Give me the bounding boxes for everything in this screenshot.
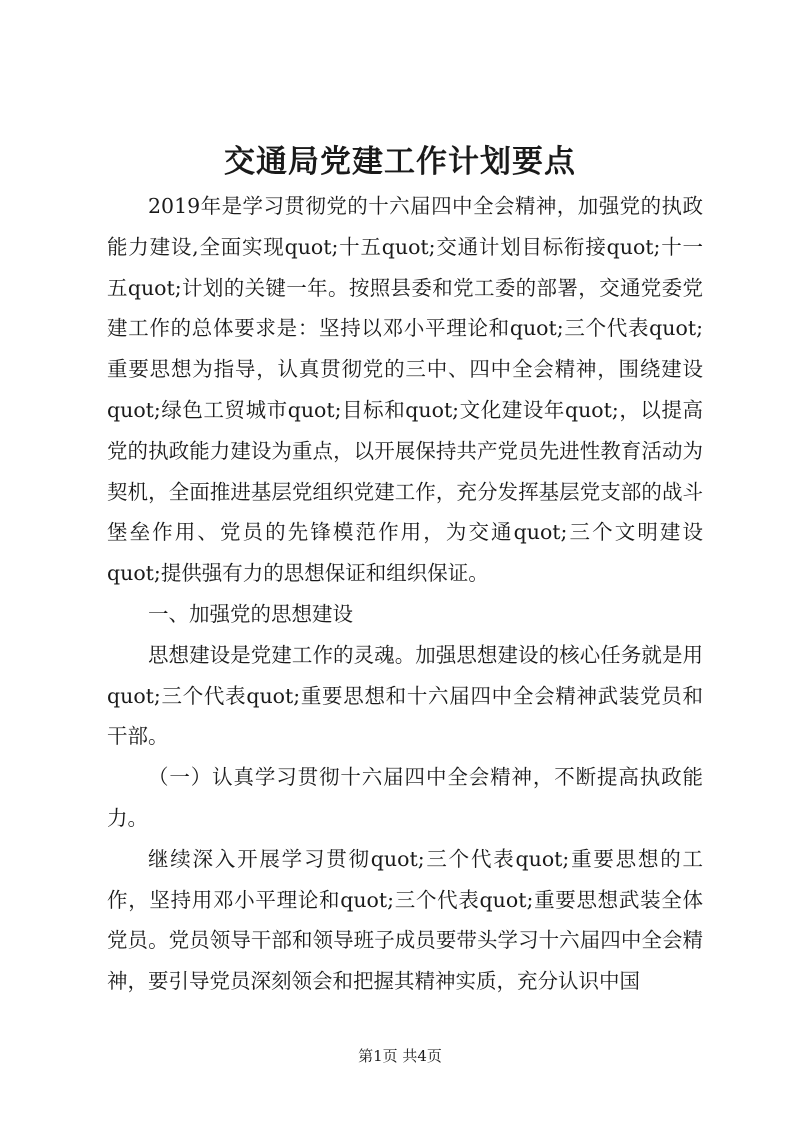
- page-number-footer: 第1页 共4页: [358, 1047, 442, 1065]
- document-body: [107, 186, 703, 1002]
- section-heading-1: 一、加强党的思想建设: [148, 601, 353, 626]
- subsection-heading-1: （一）认真学习贯彻十六届四中全会精神，不断提高执政能力。: [107, 765, 703, 830]
- paragraph-thought-building: 思想建设是党建工作的灵魂。加强思想建设的核心任务就是用quot;三个代表quot;重要思想和十六届四中全会精神武装党员和干部。: [107, 642, 703, 749]
- paragraph-study: 继续深入开展学习贯彻quot;三个代表quot;重要思想的工作，坚持用邓小平理论和quot;三个代表quot;重要思想武装全体党员。党员领导干部和领导班子成员要带头学习十六届四中全会精神，要引导党员深刻领会和把握其精神实质，充分认识中国: [107, 846, 703, 994]
- document-title: 交通局党建工作计划要点: [224, 144, 576, 180]
- paragraph-intro: 2019年是学习贯彻党的十六届四中全会精神，加强党的执政能力建设,全面实现quot;十五quot;交通计划目标衔接quot;十一五quot;计划的关键一年。按照县委和党工委的部署，交通党委党建工作的总体要求是：坚持以邓小平理论和quot;三个代表quot;重要思想为指导，认真贯彻党的三中、四中全会精神，围绕建设quot;绿色工贸城市quot;目标和quot;文化建设年quot;，以提高党的执政能力建设为重点，以开展保持共产党员先进性教育活动为契机，全面推进基层党组织党建工作，充分发挥基层党支部的战斗堡垒作用、党员的先锋模范作用，为交通quot;三个文明建设quot;提供强有力的思想保证和组织保证。: [107, 194, 703, 586]
